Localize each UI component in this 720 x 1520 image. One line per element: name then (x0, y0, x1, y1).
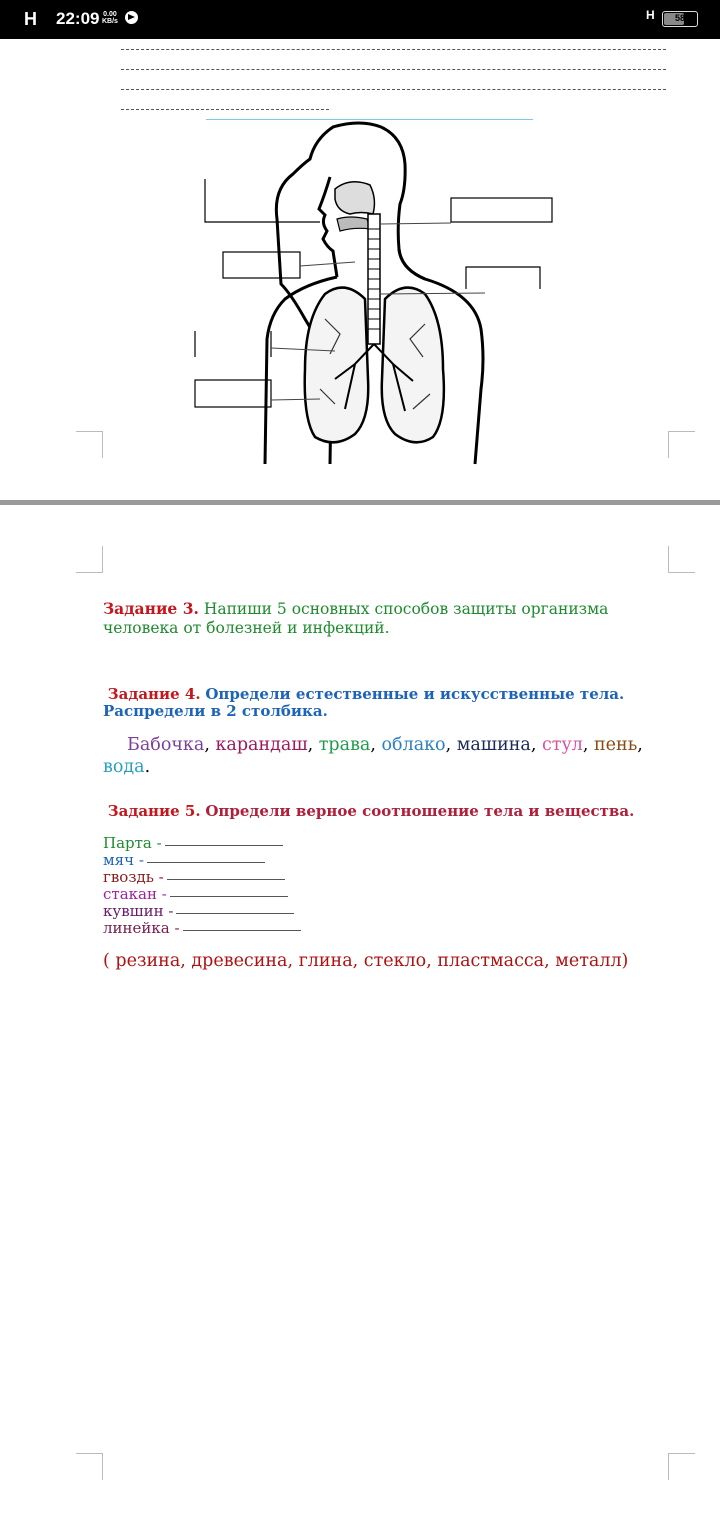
task-5-materials: ( резина, древесина, глина, стекло, пластмасса, металл) (103, 951, 629, 971)
task-5 (103, 802, 634, 821)
page-corner-mark (668, 1453, 695, 1480)
pair-item-label: Парта - (103, 834, 162, 852)
respiratory-system-diagram (185, 119, 565, 504)
word-separator: , (530, 735, 542, 755)
network-type-icon: H (646, 8, 655, 22)
pair-item-label: гвоздь - (103, 868, 164, 886)
answer-blank (165, 845, 283, 846)
word-item: стул (541, 735, 583, 755)
pair-item (103, 920, 301, 937)
pair-item (103, 835, 283, 852)
word-separator: , (307, 735, 319, 755)
document-page-1[interactable] (0, 39, 720, 501)
answer-blank (170, 896, 288, 897)
answer-blank (183, 930, 301, 931)
pair-item (103, 886, 288, 903)
page-corner-mark (668, 546, 695, 573)
word-separator: , (582, 735, 595, 755)
task-4-text-line2: Распредели в 2 столбика. (103, 702, 328, 720)
word-separator: , (637, 735, 643, 755)
answer-line (121, 49, 666, 50)
battery-level: 58 (674, 13, 685, 23)
page-corner-mark (668, 431, 695, 458)
word-item: вода (103, 757, 145, 777)
pair-item-label: кувшин - (103, 902, 174, 920)
task-3-text-line1: Напиши 5 основных способов защиты организма (203, 600, 609, 618)
app-logo-icon: H (24, 9, 37, 29)
clock: 22:09 (56, 9, 100, 28)
telegram-icon (125, 11, 138, 24)
answer-blank (147, 862, 265, 863)
word-item: пень (594, 735, 638, 755)
word-separator: , (445, 735, 457, 755)
answer-blank (176, 913, 294, 914)
network-speed-value: 0.00 (103, 11, 117, 18)
task-4-text-line1: Определи естественные и искусственные тела. (205, 685, 625, 703)
pair-item (103, 903, 294, 920)
word-item: облако (381, 735, 446, 755)
answer-line (121, 89, 666, 90)
pair-item-label: линейка - (103, 919, 180, 937)
word-separator: . (144, 757, 151, 777)
answer-line (121, 109, 329, 110)
task-4 (103, 686, 663, 720)
task-3-label: Задание 3. (103, 599, 199, 618)
document-page-2[interactable] (0, 505, 720, 1520)
pair-item (103, 852, 265, 869)
pair-item-label: мяч - (103, 851, 144, 869)
task-4-word-list (103, 734, 663, 778)
word-separator: , (204, 735, 216, 755)
task-5-label: Задание 5. (107, 802, 201, 820)
answer-blank (167, 879, 285, 880)
word-item: трава (318, 735, 371, 755)
task-5-text: Определи верное соотношение тела и вещества. (205, 802, 635, 820)
page-corner-mark (76, 1453, 103, 1480)
status-bar (0, 0, 720, 39)
task-4-label: Задание 4. (107, 685, 201, 703)
word-item: машина (456, 735, 531, 755)
word-item: карандаш (215, 735, 308, 755)
pair-item-label: стакан - (103, 885, 167, 903)
pair-item (103, 869, 285, 886)
network-speed-unit: KB/s (102, 18, 118, 25)
network-speed (102, 11, 118, 25)
answer-line (121, 69, 666, 70)
task-3-text-line2: человека от болезней и инфекций. (103, 619, 390, 637)
task-3 (103, 599, 643, 638)
page-corner-mark (76, 431, 103, 458)
word-separator: , (370, 735, 382, 755)
battery-icon (662, 11, 698, 27)
word-item: Бабочка (127, 735, 205, 755)
page-corner-mark (76, 546, 103, 573)
